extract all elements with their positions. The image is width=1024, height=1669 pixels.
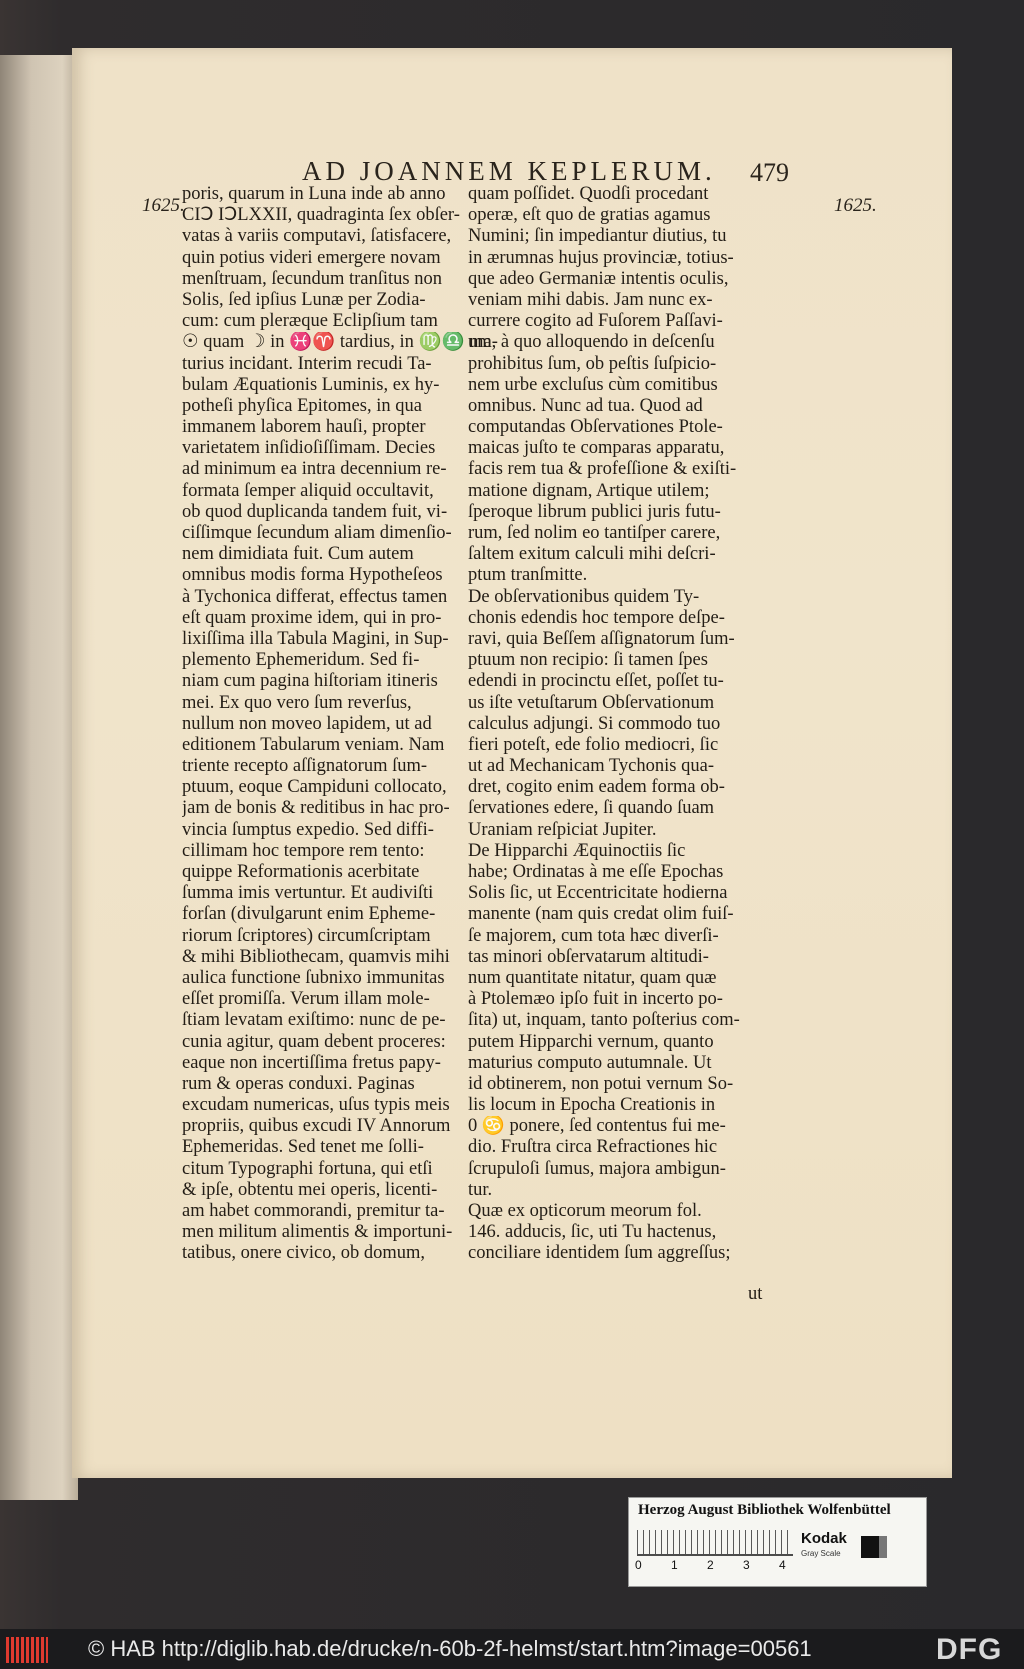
- text-line: & mihi Bibliothecam, quamvis mihi: [182, 946, 450, 967]
- text-line: in ærumnas hujus provinciæ, totius-: [468, 247, 734, 268]
- text-line: calculus adjungi. Si commodo tuo: [468, 713, 721, 734]
- text-line: De Hipparchi Æquinoctiis ſic: [468, 840, 686, 861]
- text-line: Solis, ſed ipſius Lunæ per Zodia-: [182, 289, 426, 310]
- text-line: maicas juſto te comparas apparatu,: [468, 438, 725, 459]
- text-line: niam cum pagina hiſtoriam itineris: [182, 671, 438, 692]
- text-line: turius incidant. Interim recudi Ta-: [182, 353, 432, 374]
- footer-bar: [0, 1629, 1024, 1669]
- text-line: facis rem tua & profeſſione & exiſti-: [468, 459, 737, 480]
- text-line: ſperoque librum publici juris futu-: [468, 501, 721, 522]
- text-line: edendi in procinctu eſſet, poſſet tu-: [468, 671, 724, 692]
- text-line: vatas à variis computavi, ſatisfacere,: [182, 226, 452, 247]
- text-line: ravi, quia Beſſem aſſignatorum ſum-: [468, 628, 735, 649]
- text-line: habe; Ordinatas à me eſſe Epochas: [468, 862, 724, 882]
- text-line: ciſſimque ſecundum aliam dimenſio-: [182, 523, 452, 543]
- text-line: cunia agitur, quam debent proceres:: [182, 1031, 446, 1052]
- text-line: Uraniam reſpiciat Jupiter.: [468, 819, 657, 840]
- text-line: quam poſſidet. Quodſi procedant: [468, 184, 709, 204]
- text-line: rum & operas conduxi. Paginas: [182, 1073, 415, 1094]
- text-line: riorum ſcriptores) circumſcriptam: [182, 925, 431, 946]
- text-line: ob quod duplicanda tandem fuit, vi-: [182, 501, 448, 522]
- text-line: ſcrupuloſi ſumus, majora ambigun-: [468, 1158, 726, 1179]
- text-line: 146. adducis, ſic, uti Tu hactenus,: [468, 1222, 717, 1243]
- margin-year-right: 1625.: [834, 195, 877, 216]
- grayscale-label: Gray Scale: [801, 1549, 841, 1558]
- text-line: eſſet promiſſa. Verum illam mole-: [182, 989, 430, 1010]
- text-line: tatibus, onere civico, ob domum,: [182, 1243, 426, 1264]
- text-line: mei. Ex quo vero ſum reverſus,: [182, 692, 412, 713]
- text-line: omnibus. Nunc ad tua. Quod ad: [468, 395, 703, 416]
- card-title: Herzog August Bibliothek Wolfenbüttel: [638, 1502, 891, 1518]
- text-line: nem urbe excluſus cùm comitibus: [468, 374, 718, 395]
- text-line: ptum tranſmitte.: [468, 565, 588, 586]
- text-line: fieri poteſt, ede folio mediocri, ſic: [468, 734, 719, 755]
- page-number: 479: [750, 158, 789, 187]
- text-line: menſtruam, ſecundum tranſitus non: [182, 268, 442, 289]
- text-line: Quæ ex opticorum meorum fol.: [468, 1201, 702, 1221]
- text-line: veniam mihi dabis. Jam nunc ex-: [468, 289, 713, 310]
- text-line: que adeo Germaniæ intentis oculis,: [468, 268, 729, 289]
- ruler-number: 1: [671, 1558, 678, 1572]
- text-line: ſumma imis vertuntur. Et audiviſti: [182, 883, 434, 904]
- text-line: citum Typographi fortuna, qui etſi: [182, 1158, 433, 1179]
- text-line: plemento Ephemeridum. Sed fi-: [182, 650, 420, 671]
- text-line: maturius computo autumnale. Ut: [468, 1052, 712, 1073]
- text-line: ſaltem exitum calculi mihi deſcri-: [468, 544, 716, 565]
- text-line: De obſervationibus quidem Ty-: [468, 586, 700, 607]
- text-line: formata ſemper aliquid occultavit,: [182, 480, 434, 501]
- gray-patch-dark: [861, 1536, 879, 1558]
- text-line: currere cogito ad Fuſorem Paſſavi-: [468, 311, 723, 332]
- text-line: lis locum in Epocha Creationis in: [468, 1095, 716, 1116]
- text-line: ☉ quam ☽ in ♓♈ tardius, in ♍♎ ma-: [182, 332, 498, 353]
- ruler-number: 4: [779, 1558, 786, 1572]
- ruler-number: 0: [635, 1558, 642, 1572]
- text-line: cum: cum pleræque Eclipſium tam: [182, 311, 438, 332]
- text-line: tur.: [468, 1179, 493, 1200]
- ruler-numbers: [635, 1558, 805, 1574]
- hab-barcode-icon: [6, 1637, 48, 1663]
- text-line: cillimam hoc tempore rem tento:: [182, 840, 425, 861]
- text-line: computandas Obſervationes Ptole-: [468, 417, 723, 438]
- text-line: rum, ſed nolim eo tantiſper carere,: [468, 523, 721, 543]
- text-line: propriis, quibus excudi IV Annorum: [182, 1116, 451, 1137]
- text-line: am habet commorandi, premitur ta-: [182, 1201, 445, 1221]
- running-title: AD JOANNEM KEPLERUM.: [302, 156, 716, 186]
- text-line: Numini; ſin impediantur diutius, tu: [468, 226, 727, 247]
- margin-year-left: 1625.: [142, 195, 185, 216]
- book-page-edges: [0, 55, 78, 1500]
- text-line: num quantitate nitatur, quam quæ: [468, 967, 717, 988]
- text-line: à Tychonica differat, effectus tamen: [182, 586, 448, 607]
- text-line: ad minimum ea intra decennium re-: [182, 459, 447, 480]
- text-line: operæ, eſt quo de gratias agamus: [468, 205, 711, 226]
- color-calibration-card: [628, 1497, 927, 1587]
- text-line: matione dignam, Artique utilem;: [468, 480, 710, 501]
- text-line: um, à quo alloquendo in deſcenſu: [468, 332, 715, 353]
- dfg-logo: DFG: [936, 1633, 1003, 1666]
- catchword: ut: [748, 1284, 763, 1304]
- text-line: eaque non incertiſſima fretus papy-: [182, 1052, 441, 1073]
- text-line: prohibitus ſum, ob peſtis ſuſpicio-: [468, 353, 717, 374]
- text-line: aulica functione ſubnixo immunitas: [182, 967, 445, 988]
- text-line: dio. Fruſtra circa Refractiones hic: [468, 1137, 718, 1158]
- kodak-logo: Kodak: [801, 1530, 847, 1547]
- text-line: varietatem inſidioſiſſimam. Decies: [182, 438, 436, 459]
- text-line: chonis edendis hoc tempore deſpe-: [468, 607, 725, 628]
- text-column-right: [468, 184, 828, 1265]
- text-line: omnibus modis forma Hypotheſeos: [182, 565, 443, 586]
- text-line: quin potius videri emergere novam: [182, 247, 441, 268]
- text-line: nem dimidiata fuit. Cum autem: [182, 544, 414, 565]
- text-line: ut ad Mechanicam Tychonis qua-: [468, 756, 714, 777]
- text-line: potheſi phyſica Epitomes, in qua: [182, 395, 422, 416]
- text-line: quippe Reformationis acerbitate: [182, 862, 420, 882]
- text-line: eſt quam proxime idem, qui in pro-: [182, 607, 442, 628]
- text-line: us iſte vetuſtarum Obſervationum: [468, 692, 715, 713]
- text-line: poris, quarum in Luna inde ab anno: [182, 184, 446, 204]
- text-line: ſe majorem, cum tota hæc diverſi-: [468, 925, 719, 946]
- text-line: conciliare identidem ſum aggreſſus;: [468, 1243, 731, 1264]
- text-line: ſita) ut, inquam, tanto poſterius com-: [468, 1010, 740, 1031]
- text-line: Solis ſic, ut Eccentricitate hodierna: [468, 883, 728, 904]
- text-line: tas minori obſervatarum altitudi-: [468, 946, 709, 967]
- text-line: ſtiam levatam exiſtimo: nunc de pe-: [182, 1010, 446, 1031]
- book-page: [72, 48, 952, 1478]
- text-line: CIↃ IↃLXXII, quadraginta ſex obſer-: [182, 205, 460, 226]
- text-line: 0 ♋ ponere, ſed contentus fui me-: [468, 1116, 726, 1137]
- gray-patch-mid: [879, 1536, 887, 1558]
- text-line: editionem Tabularum veniam. Nam: [182, 734, 445, 755]
- text-line: ptuum non recipio: ſi tamen ſpes: [468, 650, 708, 671]
- text-line: ptuum, eoque Campiduni collocato,: [182, 777, 447, 798]
- text-line: excudam numericas, uſus typis meis: [182, 1095, 450, 1116]
- text-line: bulam Æquationis Luminis, ex hy-: [182, 374, 440, 395]
- text-line: manente (nam quis credat olim fuiſ-: [468, 904, 734, 925]
- text-line: ſervationes edere, ſi quando ſuam: [468, 798, 715, 819]
- text-line: triente recepto aſſignatorum ſum-: [182, 756, 428, 777]
- text-line: nullum non moveo lapidem, ut ad: [182, 713, 432, 734]
- text-line: Ephemeridas. Sed tenet me ſolli-: [182, 1137, 424, 1158]
- text-line: id obtinerem, non potui vernum So-: [468, 1073, 734, 1094]
- text-line: jam de bonis & reditibus in hac pro-: [182, 798, 450, 819]
- text-line: lixiſſima illa Tabula Magini, in Sup-: [182, 628, 449, 649]
- text-line: à Ptolemæo ipſo fuit in incerto po-: [468, 989, 723, 1010]
- text-line: & ipſe, obtentu mei operis, licenti-: [182, 1179, 438, 1200]
- text-line: men militum alimentis & importuni-: [182, 1222, 453, 1243]
- text-line: putem Hipparchi vernum, quanto: [468, 1031, 714, 1052]
- footer-url-text[interactable]: © HAB http://diglib.hab.de/drucke/n-60b-2f-helmst/start.htm?image=00561: [88, 1636, 812, 1661]
- text-line: vincia ſumptus expedio. Sed diffi-: [182, 819, 434, 840]
- ruler-number: 2: [707, 1558, 714, 1572]
- text-line: immanem laborem hauſi, propter: [182, 417, 426, 438]
- ruler-scale: [637, 1530, 793, 1556]
- ruler-number: 3: [743, 1558, 750, 1572]
- text-line: forſan (divulgarunt enim Epheme-: [182, 904, 436, 925]
- text-line: dret, cogito enim eadem forma ob-: [468, 777, 725, 798]
